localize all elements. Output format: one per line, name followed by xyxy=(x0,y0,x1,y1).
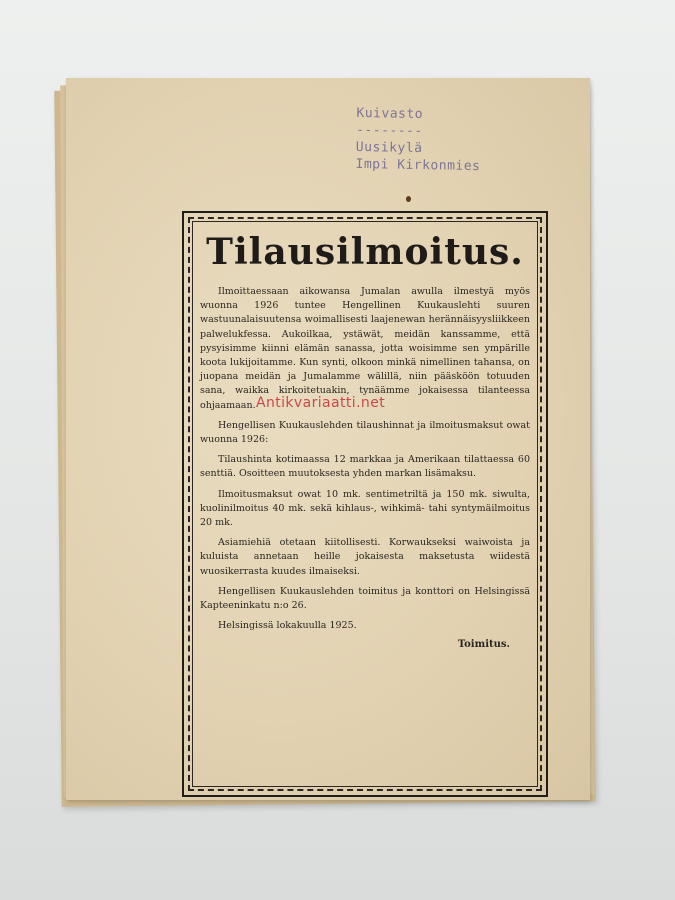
notice-signature: Toimitus. xyxy=(457,639,510,651)
notice-body xyxy=(200,285,530,633)
notice-paragraph-5: Asiamiehiä otetaan kiitollisesti. Korwaukseksi waiwoista ja kuluista annetaan heille jokaisesta maksetusta wiidestä wuosikerrasta kuudes ilmaiseksi. xyxy=(200,537,530,577)
notice-paragraph-3: Tilaushinta kotimaassa 12 markkaa ja Amerikaan tilattaessa 60 senttiä. Osoitteen muutoksesta yhden markan lisämaksu. xyxy=(200,454,530,480)
notice-title: Tilausilmoitus. xyxy=(206,231,524,273)
ownership-stamp xyxy=(355,105,481,175)
watermark-text: Antikvariaatti.net xyxy=(256,395,386,411)
stamp-line-4: Impi Kirkonmies xyxy=(355,156,481,175)
notice-content xyxy=(200,231,530,781)
notice-paragraph-4: Ilmoitusmaksut owat 10 mk. sentimetriltä ja 150 mk. siwulta, kuolinilmoitus 40 mk. sekä kihlaus-, wihkimä- tahi syntymäilmoitus 20 mk. xyxy=(200,488,530,529)
notice-paragraph-1: Ilmoittaessaan aikowansa Jumalan awulla ilmestyä myös wuonna 1926 tuntee Hengellinen Kuukauslehti suuren wastuunalaisuutensa woimallisesti laajenewan herännäisyysliikkeen palwelukfessa. Aukoilkaa, ystäwät, meidän kanssamme, että pysyisimme kiinni elämän sanassa, jotta woisimme sen ympärille koota lukijoitamme. Kun synti, olkoon minkä nimellinen tahansa, on juopana meidän ja Jumalamme wälillä, niin pääsköön totuuden sana, waikka kirkoitetuakin, tynäämme jokaisessa tilanteessa ohjaamaan. xyxy=(200,286,530,411)
stamp-line-3: Uusikylä xyxy=(355,139,423,157)
stamp-line-1: Kuivasto xyxy=(356,105,424,123)
notice-paragraph-6: Hengellisen Kuukauslehden toimitus ja konttori on Helsingissä Kapteeninkatu n:o 26. xyxy=(200,585,530,612)
notice-date: Helsingissä lokakuulla 1925. xyxy=(218,620,357,632)
document-page xyxy=(66,78,590,800)
notice-frame xyxy=(182,211,548,797)
notice-paragraph-2: Hengellisen Kuukauslehden tilaushinnat ja ilmoitusmaksut owat wuonna 1926: xyxy=(200,419,530,446)
stamp-line-2: -------- xyxy=(356,122,423,140)
ink-spot xyxy=(406,196,411,202)
